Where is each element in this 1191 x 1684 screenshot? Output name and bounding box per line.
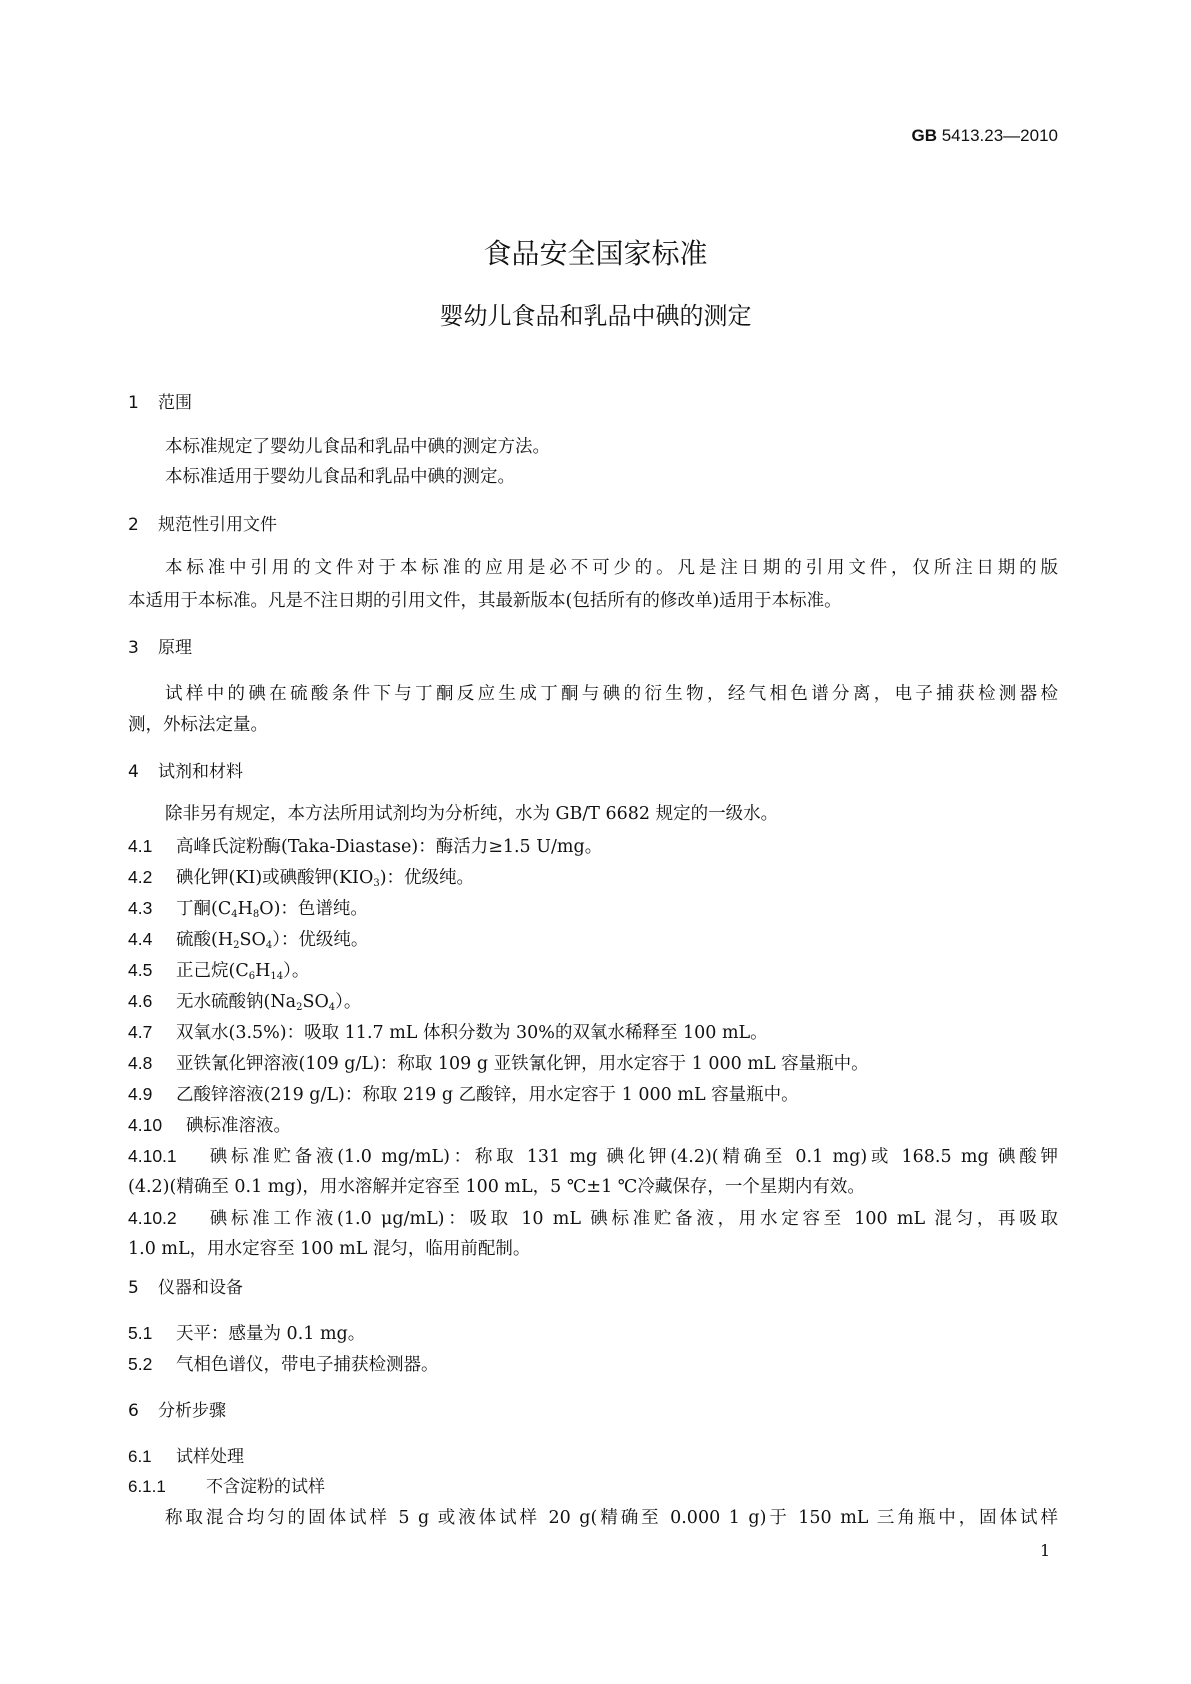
subscript: 8 — [252, 909, 260, 920]
paragraph: 本标准适用于婴幼儿食品和乳品中碘的测定。 — [165, 467, 515, 487]
section-heading-5: 5 仪器和设备 — [128, 1278, 243, 1298]
section-heading-1: 1 范围 — [128, 393, 192, 413]
item-number: 4.1 — [128, 836, 153, 856]
item-text: 无水硫酸钠(Na — [176, 992, 297, 1012]
item-number: 4.9 — [128, 1084, 153, 1104]
list-item-4-5 — [128, 958, 1058, 989]
item-text: ）：优级纯。 — [272, 930, 369, 950]
list-item-4-10-2: 4.10.2 碘标准工作液(1.0 μg/mL)：吸取 10 mL 碘标准贮备液，用水定容至 100 mL 混匀，再吸取 — [128, 1208, 1058, 1229]
list-item-continuation: (4.2)(精确至 0.1 mg)，用水溶解并定容至 100 mL，5 ℃±1 ℃冷藏保存，一个星期内有效。 — [128, 1177, 865, 1197]
item-text: ）。 — [335, 992, 362, 1012]
item-text: 乙酸锌溶液(219 g/L)：称取 219 g 乙酸锌，用水定容于 1 000 mL 容量瓶中。 — [176, 1085, 799, 1105]
paragraph-line: 测，外标法定量。 — [128, 715, 268, 735]
document-title: 婴幼儿食品和乳品中碘的测定 — [439, 302, 752, 330]
subscript: 6 — [248, 971, 256, 982]
item-number: 4.8 — [128, 1053, 153, 1073]
item-text: SO — [302, 992, 329, 1012]
paragraph: 本标准规定了婴幼儿食品和乳品中碘的测定方法。 — [165, 437, 550, 457]
subsection-heading-6-1: 6.1 试样处理 — [128, 1447, 244, 1467]
list-item-4-6 — [128, 989, 1058, 1020]
item-text: 双氧水(3.5%)：吸取 11.7 mL 体积分数为 30%的双氧水稀释至 100 mL。 — [176, 1023, 768, 1043]
list-item-4-9 — [128, 1082, 1058, 1107]
subscript: 3 — [373, 878, 380, 889]
subscript: 4 — [328, 1002, 336, 1013]
item-text: H — [237, 899, 253, 919]
list-item-continuation: 1.0 mL，用水定容至 100 mL 混匀，临用前配制。 — [128, 1239, 531, 1259]
list-item-4-3 — [128, 896, 1058, 927]
item-text: ）。 — [283, 961, 310, 981]
item-number: 4.4 — [128, 929, 153, 949]
section-heading-6: 6 分析步骤 — [128, 1401, 226, 1421]
item-text: 亚铁氰化钾溶液(109 g/L)：称取 109 g 亚铁氰化钾，用水定容于 1 000 mL 容量瓶中。 — [176, 1054, 869, 1074]
list-item-4-4 — [128, 927, 1058, 958]
item-text: H — [255, 961, 271, 981]
list-item: 5.2 气相色谱仪，带电子捕获检测器。 — [128, 1354, 439, 1375]
paragraph-line: 本适用于本标准。凡是不注日期的引用文件，其最新版本(包括所有的修改单)适用于本标准。 — [128, 591, 842, 611]
list-item-4-10-1: 4.10.1 碘标准贮备液(1.0 mg/mL)：称取 131 mg 碘化钾(4.2)(精确至 0.1 mg)或 168.5 mg 碘酸钾 — [128, 1146, 1058, 1167]
subscript: 4 — [231, 909, 238, 920]
item-text: O)：色谱纯。 — [259, 899, 368, 919]
paragraph-line: 试样中的碘在硫酸条件下与丁酮反应生成丁酮与碘的衍生物，经气相色谱分离，电子捕获检测器检 — [165, 684, 1058, 704]
item-text: SO — [239, 930, 266, 950]
item-number: 4.2 — [128, 867, 153, 887]
subscript: 4 — [265, 940, 273, 951]
list-item-4-10 — [128, 1113, 1058, 1138]
paragraph-line: 本标准中引用的文件对于本标准的应用是必不可少的。凡是注日期的引用文件，仅所注日期的版 — [165, 558, 1058, 578]
list-item-4-7 — [128, 1020, 1058, 1045]
section-heading-3: 3 原理 — [128, 638, 192, 658]
item-text: 正己烷(C — [176, 961, 249, 981]
subscript: 14 — [270, 971, 284, 982]
item-text: 丁酮(C — [176, 899, 232, 919]
item-number: 4.5 — [128, 960, 153, 980]
item-text: 碘化钾(KI)或碘酸钾(KIO — [176, 868, 374, 888]
item-number: 4.6 — [128, 991, 153, 1011]
standard-title: 食品安全国家标准 — [483, 237, 708, 270]
item-number: 4.10 — [128, 1115, 163, 1135]
document-code: GB 5413.23—2010 — [911, 126, 1058, 145]
item-number: 4.7 — [128, 1022, 153, 1042]
item-text: 高峰氏淀粉酶(Taka-Diastase)：酶活力≥1.5 U/mg。 — [176, 837, 603, 857]
item-text: 碘标准溶液。 — [186, 1116, 291, 1136]
list-item-4-1 — [128, 834, 1058, 859]
subscript: 2 — [233, 940, 240, 951]
section-heading-2: 2 规范性引用文件 — [128, 515, 277, 535]
list-item-4-8 — [128, 1051, 1058, 1076]
item-text: )：优级纯。 — [379, 868, 475, 888]
list-item: 5.1 天平：感量为 0.1 mg。 — [128, 1323, 366, 1344]
section-heading-4: 4 试剂和材料 — [128, 762, 243, 782]
page-number: 1 — [1040, 1541, 1051, 1560]
list-item-4-2 — [128, 865, 1058, 896]
item-text: 硫酸(H — [176, 930, 234, 950]
item-number: 4.3 — [128, 898, 153, 918]
paragraph-line: 称取混合均匀的固体试样 5 g 或液体试样 20 g(精确至 0.000 1 g)于 150 mL 三角瓶中，固体试样 — [165, 1508, 1058, 1528]
paragraph: 除非另有规定，本方法所用试剂均为分析纯，水为 GB/T 6682 规定的一级水。 — [165, 804, 779, 824]
subscript: 2 — [296, 1002, 303, 1013]
subsection-heading-6-1-1: 6.1.1 不含淀粉的试样 — [128, 1477, 325, 1497]
